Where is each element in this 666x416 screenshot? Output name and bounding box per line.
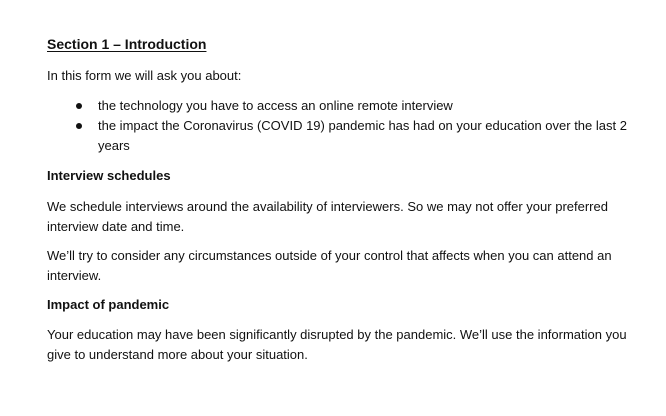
list-item bbox=[76, 96, 646, 116]
bullet-icon bbox=[76, 103, 82, 109]
circumstances-paragraph: We’ll try to consider any circumstances outside of your control that affects when you can attend an interview. bbox=[47, 248, 612, 283]
list-item-text: the impact the Coronavirus (COVID 19) pandemic has had on your education over the last 2 years bbox=[98, 118, 627, 153]
impact-of-pandemic-heading: Impact of pandemic bbox=[47, 297, 170, 312]
interview-schedules-paragraph: We schedule interviews around the availability of interviewers. So we may not offer your preferred interview date and time. bbox=[47, 199, 608, 234]
intro-text: In this form we will ask you about: bbox=[47, 68, 242, 83]
impact-of-pandemic-paragraph: Your education may have been significantly disrupted by the pandemic. We’ll use the information you give to understand more about your situation. bbox=[47, 327, 627, 362]
list-item bbox=[76, 116, 646, 156]
topic-list bbox=[76, 96, 646, 156]
section-title: Section 1 – Introduction bbox=[47, 36, 207, 52]
bullet-icon bbox=[76, 123, 82, 129]
list-item-text: the technology you have to access an online remote interview bbox=[98, 98, 453, 113]
interview-schedules-heading: Interview schedules bbox=[47, 168, 171, 183]
